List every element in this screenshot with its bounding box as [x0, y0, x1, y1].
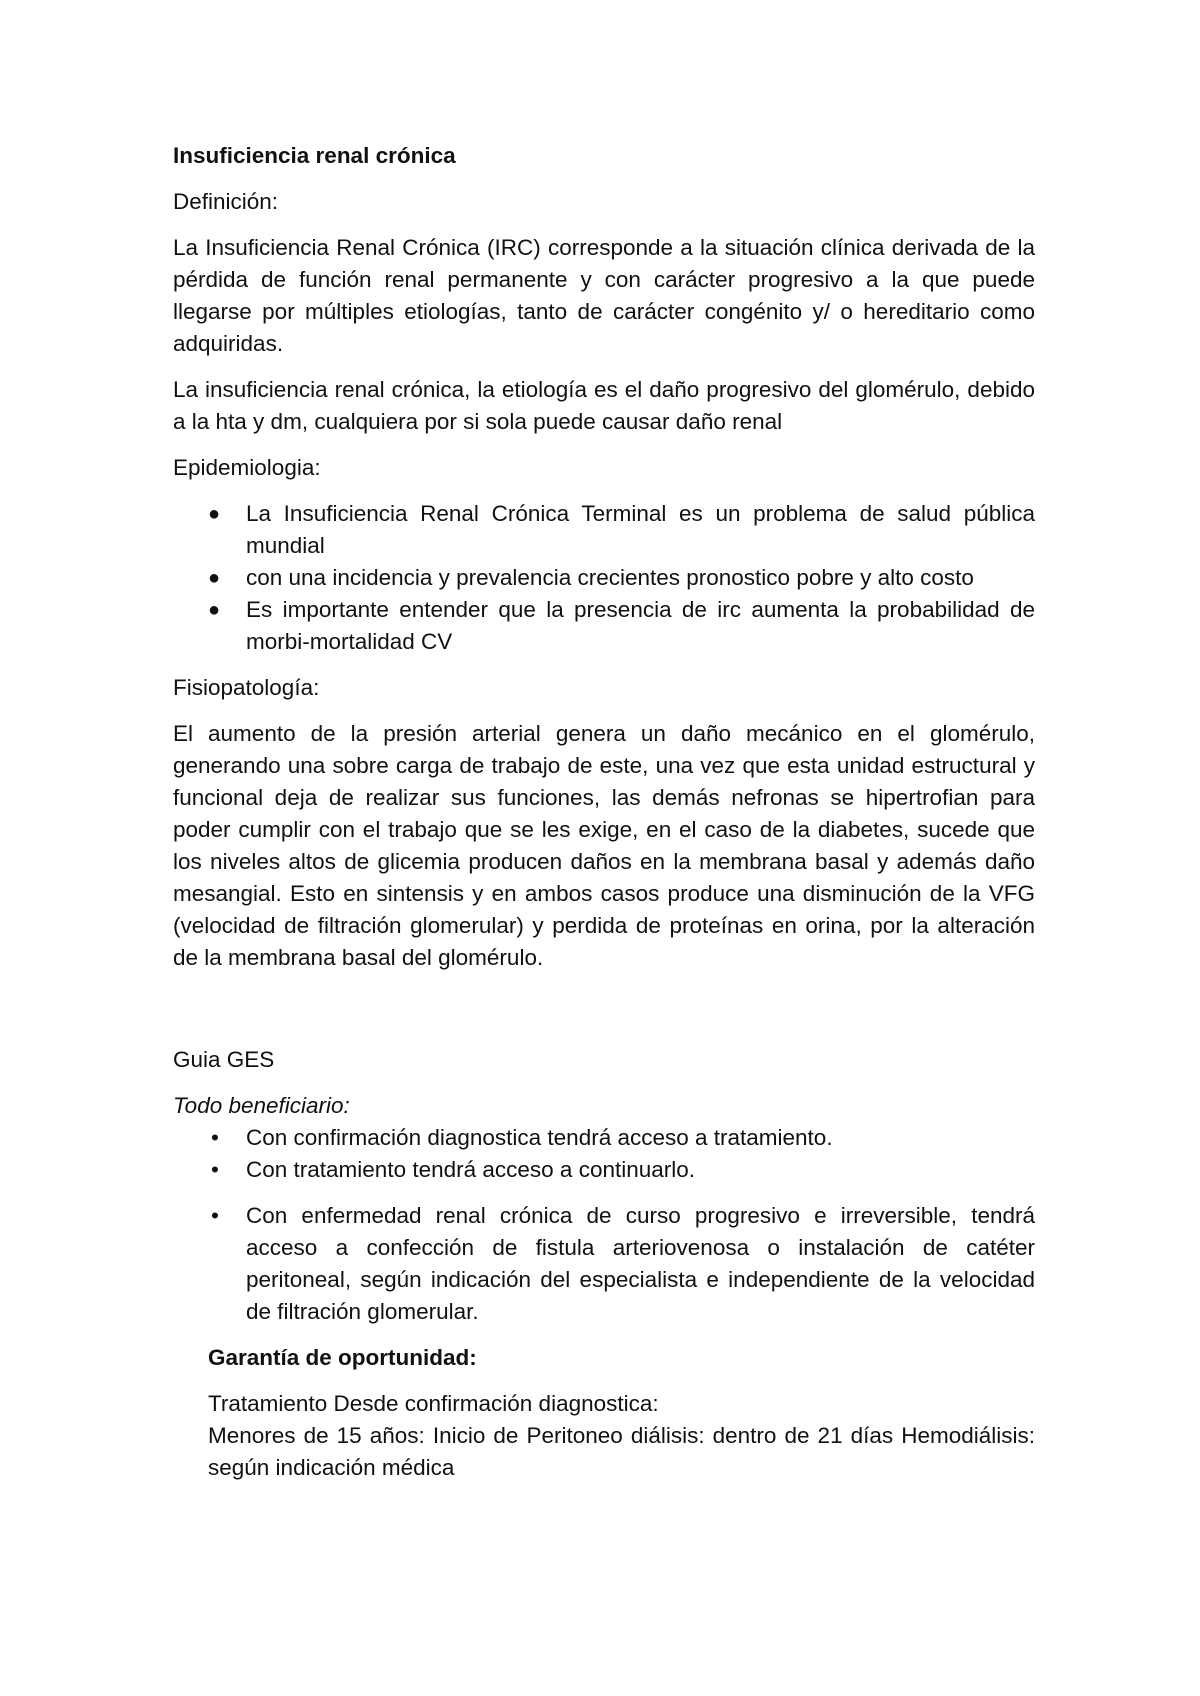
beneficiario-list: [173, 1122, 1035, 1328]
garantia-heading: Garantía de oportunidad:: [208, 1345, 477, 1370]
definicion-paragraph-2: La insuficiencia renal crónica, la etiología es el daño progresivo del glomérulo, debido a la hta y dm, cualquiera por si sola puede causar daño renal: [173, 377, 1035, 434]
bullet-icon: •: [211, 1125, 219, 1150]
list-item-text: Es importante entender que la presencia de irc aumenta la probabilidad de morbi-mortalidad CV: [246, 597, 1035, 654]
menores-line: Menores de 15 años: Inicio de Peritoneo diálisis: dentro de 21 días Hemodiálisis: según indicación médica: [208, 1423, 1035, 1480]
list-item-text: La Insuficiencia Renal Crónica Terminal es un problema de salud pública mundial: [246, 501, 1035, 558]
bullet-icon: ●: [208, 599, 221, 621]
list-item: [173, 594, 1035, 658]
list-item: [173, 1122, 1035, 1154]
beneficiario-heading: Todo beneficiario:: [173, 1093, 350, 1118]
fisiopatologia-paragraph: El aumento de la presión arterial genera un daño mecánico en el glomérulo, generando una sobre carga de trabajo de este, una vez que esta unidad estructural y funcional deja de realizar sus funciones, las demás nefronas se hipertrofian para poder cumplir con el trabajo que se les exige, en el caso de la diabetes, sucede que los niveles altos de glicemia producen daños en la membrana basal y además daño mesangial. Esto en sintensis y en ambos casos produce una disminución de la VFG (velocidad de filtración glomerular) y perdida de proteínas en orina, por la alteración de la membrana basal del glomérulo.: [173, 721, 1035, 970]
bullet-icon: •: [211, 1203, 219, 1228]
list-item: [173, 562, 1035, 594]
list-item: [173, 1200, 1035, 1328]
guia-heading: Guia GES: [173, 1047, 275, 1072]
document-title: Insuficiencia renal crónica: [173, 143, 456, 168]
spacer: [173, 988, 1035, 1044]
definicion-paragraph-1: La Insuficiencia Renal Crónica (IRC) corresponde a la situación clínica derivada de la pérdida de función renal permanente y con carácter progresivo a la que puede llegarse por múltiples etiologías, tanto de carácter congénito y/ o hereditario como adquiridas.: [173, 235, 1035, 356]
list-item: [173, 498, 1035, 562]
list-item: [173, 1154, 1035, 1186]
bullet-icon: •: [211, 1157, 219, 1182]
list-item-text: con una incidencia y prevalencia crecientes pronostico pobre y alto costo: [246, 565, 974, 590]
document-body: [173, 140, 1035, 1484]
bullet-icon: ●: [208, 567, 221, 589]
list-item-text: Con confirmación diagnostica tendrá acceso a tratamiento.: [246, 1125, 833, 1150]
list-item-text: Con enfermedad renal crónica de curso progresivo e irreversible, tendrá acceso a confección de fistula arteriovenosa o instalación de catéter peritoneal, según indicación del especialista e independiente de la velocidad de filtración glomerular.: [246, 1203, 1035, 1324]
fisiopatologia-heading: Fisiopatología:: [173, 675, 320, 700]
tratamiento-line: Tratamiento Desde confirmación diagnostica:: [208, 1391, 659, 1416]
definicion-heading: Definición:: [173, 189, 279, 214]
list-item-text: Con tratamiento tendrá acceso a continuarlo.: [246, 1157, 696, 1182]
epidemiologia-list: [173, 498, 1035, 658]
epidemiologia-heading: Epidemiologia:: [173, 455, 321, 480]
bullet-icon: ●: [208, 503, 221, 525]
